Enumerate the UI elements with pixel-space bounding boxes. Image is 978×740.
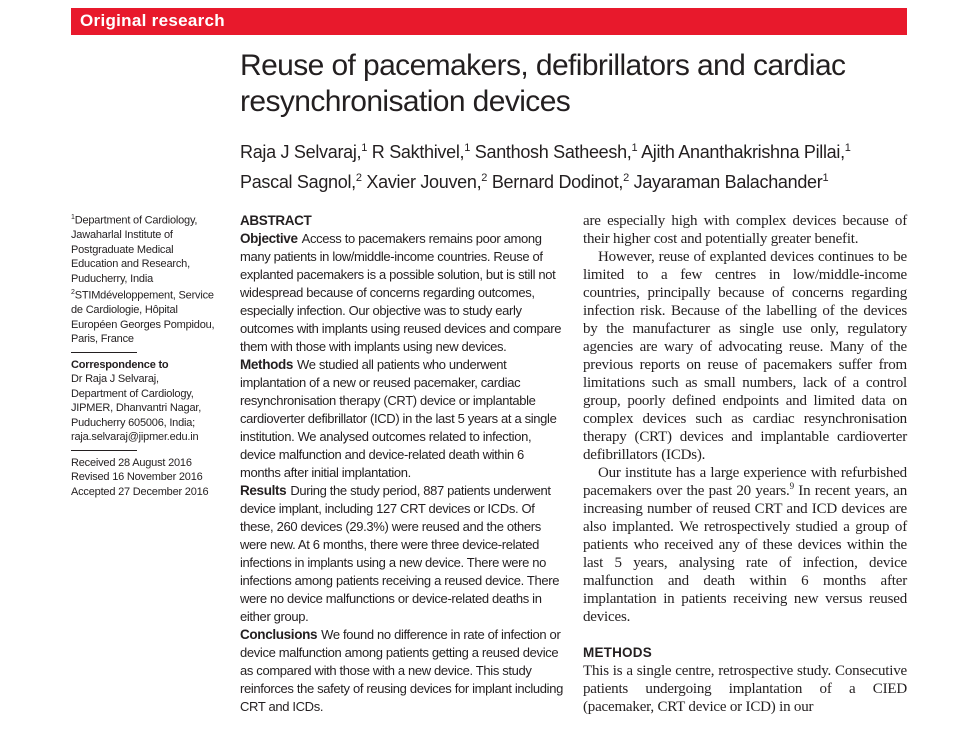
abstract-objective — [240, 230, 563, 356]
abstract-section-label: Objective — [240, 231, 298, 246]
received-date: Received 28 August 2016 — [71, 456, 192, 469]
affiliation-1 — [71, 211, 216, 286]
revised-date: Revised 16 November 2016 — [71, 471, 203, 484]
author-list — [240, 135, 908, 195]
author-name: Bernard Dodinot, — [491, 172, 624, 192]
body-paragraph: However, reuse of explanted devices continues to be limited to a few centres in low/middle-income countries, principally because of concerns regarding infection risk. Because of the labelling of the devices by the manufacturer as single use only, regulatory agencies are wary of advocating reuse. Many of the previous reports on reuse of pacemakers suffer from limitations such as small numbers, lack of a control group, poorly defined endpoints and limited data on complex devices such as cardiac resynchronisation therapy (CRT) devices and implantable cardioverter defibrillators (ICDs). — [583, 249, 907, 463]
sidebar-divider — [71, 352, 137, 353]
author-name: Raja J Selvaraj, — [240, 142, 362, 162]
author-affiliation-mark: 1 — [464, 142, 471, 154]
abstract — [240, 212, 563, 716]
reference-citation[interactable]: 9 — [789, 481, 794, 491]
author-name: Ajith Ananthakrishna Pillai, — [641, 142, 845, 162]
author-affiliation-mark: 2 — [355, 172, 362, 184]
body-text: In recent years, an increasing number of reused CRT and ICD devices are also implanted. We retrospectively studied a group of patients who received any of these devices within the last 5 years, analysing rate of infection, device malfunction and death within 6 months after implantation in patients receiving new versus reused devices. — [583, 483, 908, 625]
affiliation-text: Department of Cardiology, Jawaharlal Institute of Postgraduate Medical Education and Research, Puducherry, India — [71, 214, 198, 285]
author-affiliation-mark: 1 — [361, 142, 368, 154]
main-text-column — [583, 212, 907, 716]
abstract-section-text: During the study period, 887 patients underwent device implant, including 127 CRT devices or ICDs. Of these, 260 devices (29.3%) were reused and the others were new. At 6 months, there were three device-related infections in implants using a new device. There were no infections among patients receiving a reused device. There were no device malfunctions or device-related deaths in either group. — [240, 483, 560, 624]
body-text: Our institute has a large experience with refurbished pacemakers over the past 20 years. — [583, 465, 907, 499]
correspondence-heading: Correspondence to — [71, 358, 169, 371]
article-title: Reuse of pacemakers, defibrillators and cardiac resynchronisation devices — [240, 49, 846, 118]
article-type-label: Original research — [80, 11, 225, 30]
author-affiliation-mark: 2 — [481, 172, 488, 184]
abstract-methods — [240, 356, 563, 482]
author-name: Jayaraman Balachander — [633, 172, 823, 192]
abstract-results — [240, 482, 563, 626]
author-affiliation-mark: 2 — [623, 172, 629, 184]
abstract-section-text: We found no difference in rate of infection or device malfunction among patients getting a reused device as compared with those with a new device. This study reinforces the safety of reusing devices for implant including CRT and ICDs. — [240, 627, 563, 714]
methods-heading: METHODS — [583, 645, 652, 660]
body-paragraph: This is a single centre, retrospective study. Consecutive patients undergoing implantation of a CIED (pacemaker, CRT device or ICD) in our — [583, 663, 907, 715]
article-type-banner — [71, 8, 907, 35]
affiliation-number: 1 — [71, 214, 75, 221]
body-paragraph — [583, 464, 907, 626]
correspondence-text: Dr Raja J Selvaraj, Department of Cardiology, JIPMER, Dhanvantri Nagar, Puducherry 605006, India; raja.selvaraj@jipmer.edu.in — [71, 373, 202, 444]
affiliation-2 — [71, 286, 216, 347]
abstract-section-label: Results — [240, 483, 287, 498]
author-name: Santhosh Satheesh, — [474, 142, 632, 162]
article-info-sidebar — [71, 211, 216, 499]
author-affiliation-mark: 1 — [822, 172, 829, 184]
abstract-section-text: Access to pacemakers remains poor among many patients in low/middle-income countries. Reuse of explanted pacemakers is a possible solution, but is still not widespread because of concerns regarding outcomes, especially infection. Our objective was to study early outcomes with implants using reused devices and compare them with those with implants using new devices. — [240, 231, 562, 354]
abstract-section-label: Conclusions — [240, 627, 318, 642]
body-paragraph: are especially high with complex devices because of their higher cost and potentially greater benefit. — [583, 213, 907, 247]
accepted-date: Accepted 27 December 2016 — [71, 485, 209, 498]
author-affiliation-mark: 1 — [631, 142, 638, 154]
abstract-section-label: Methods — [240, 357, 294, 372]
affiliation-number: 2 — [71, 289, 75, 297]
abstract-heading: ABSTRACT — [240, 213, 312, 228]
affiliation-text: STIMdéveloppement, Service de Cardiologie, Hôpital Européen Georges Pompidou, Paris, France — [71, 289, 215, 346]
author-name: Pascal Sagnol, — [240, 172, 356, 192]
author-name: Xavier Jouven, — [366, 172, 482, 192]
abstract-conclusions — [240, 626, 563, 716]
author-affiliation-mark: 1 — [844, 142, 851, 154]
sidebar-divider — [71, 450, 137, 451]
abstract-section-text: We studied all patients who underwent implantation of a new or reused pacemaker, cardiac resynchronisation therapy (CRT) device or implantable cardioverter defibrillator (ICD) in the last 5 years at a single institution. We analysed outcomes related to infection, device malfunction and device-related death within 6 months after initial implantation. — [240, 357, 557, 480]
author-name: R Sakthivel, — [371, 142, 465, 162]
